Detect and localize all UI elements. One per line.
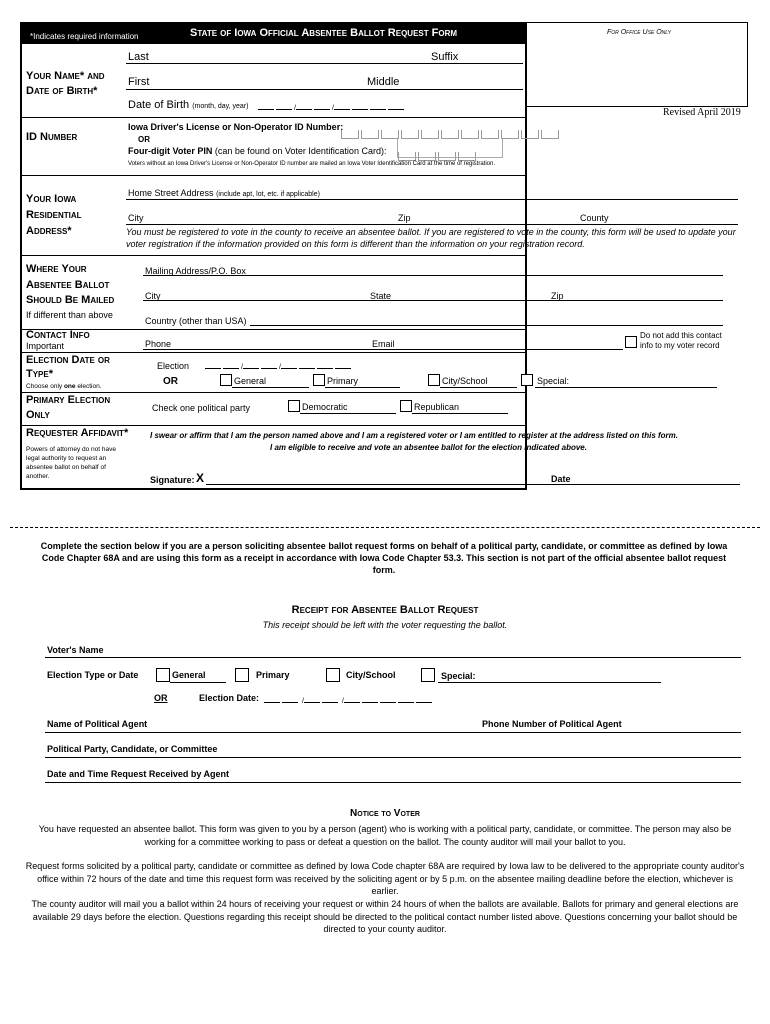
divider xyxy=(22,255,525,256)
dob-label xyxy=(128,99,248,111)
pin-box xyxy=(397,139,503,158)
cut-line xyxy=(10,527,760,528)
party-prompt: Check one political party xyxy=(152,403,251,413)
special-checkbox[interactable] xyxy=(521,374,533,386)
contact-label: Contact Info xyxy=(26,329,90,341)
notice-paragraph-1: You have requested an absentee ballot. This form was given to you by a person (agent) who is working with a political party, candidate, or committee. The person may also be working for a committee working to pass or defeat a question on the ballot. The county auditor will mail your ballot to you. xyxy=(38,824,732,847)
id-or: OR xyxy=(138,135,150,144)
first-label: First xyxy=(128,76,150,88)
phone-label: Phone xyxy=(145,339,172,349)
election-date-label: Election xyxy=(157,361,190,371)
divider xyxy=(22,329,525,330)
democratic-underline xyxy=(300,413,396,414)
city-school-checkbox[interactable] xyxy=(428,374,440,386)
name-section-label: Your Name* and Date of Birth* xyxy=(26,70,105,97)
city-school-label: City/School xyxy=(442,376,488,386)
form-title: State of Iowa Official Absentee Ballot Request Form xyxy=(190,27,458,39)
divider xyxy=(22,117,525,118)
general-checkbox[interactable] xyxy=(220,374,232,386)
affidavit-text-1: I swear or affirm that I am the person named above and I am a registered voter or I am entitled to register at the address listed on this form. xyxy=(150,431,678,440)
democratic-checkbox[interactable] xyxy=(288,400,300,412)
id-section-label: ID Number xyxy=(26,131,78,143)
election-label: Election Date or Type* xyxy=(26,354,110,380)
email-label: Email xyxy=(372,339,395,349)
receipt-city-school-label: City/School xyxy=(346,670,396,680)
notice-paragraph-2: Request forms solicited by a political party, candidate or committee as defined by Iowa Code chapter 68A are required by Iowa law to be delivered to the appropriate county auditor's office within 72 hours of the date and time this request form was received by the soliciting agent or by 5 p.m. on the absentee mailing deadline before the election, whichever is earlier. xyxy=(25,861,745,896)
election-sub xyxy=(26,383,102,390)
election-type-label: Election Type or Date xyxy=(47,670,139,680)
primary-label: Primary xyxy=(327,376,358,386)
receipt-intro: Complete the section below if you are a person soliciting absentee ballot request forms on behalf of a political party, candidate, or committee as defined by Iowa Code Chapter 68A and are using this form as a receipt in accordance with Iowa Code Chapter 53.3. This section is not part of the official absentee ballot request form. xyxy=(40,541,728,575)
license-label: Iowa Driver's License or Non-Operator ID Number: xyxy=(128,122,344,132)
general-label: General xyxy=(234,376,267,386)
received-label: Date and Time Request Received by Agent xyxy=(47,769,230,779)
first-name-input[interactable] xyxy=(126,89,523,90)
mail-city-label: City xyxy=(145,291,161,301)
primary-only-label: Primary Election Only xyxy=(26,394,111,421)
res-city-label: City xyxy=(128,213,144,223)
id-note: Voters without an Iowa Driver's License or Non-Operator ID number are mailed an Iowa Voter Identification Card at the time of registration. xyxy=(128,161,495,167)
republican-checkbox[interactable] xyxy=(400,400,412,412)
voter-name-input[interactable] xyxy=(45,657,741,658)
dob-label-text: Date of Birth xyxy=(128,99,190,111)
republican-label: Republican xyxy=(414,402,460,412)
general-underline xyxy=(232,387,309,388)
do-not-add-contact-checkbox[interactable] xyxy=(625,336,637,348)
affidavit-label: Requester Affidavit* xyxy=(26,427,129,439)
residential-label: Your Iowa Residential Address* xyxy=(26,193,82,237)
revised-date: Revised April 2019 xyxy=(663,107,741,118)
receipt-special-label: Special: xyxy=(441,671,476,681)
agent-phone-label: Phone Number of Political Agent xyxy=(482,719,622,729)
last-label: Last xyxy=(128,51,149,63)
receipt-special-checkbox[interactable] xyxy=(421,668,435,682)
mailing-label: Where Your Absentee Ballot Should Be Mailed xyxy=(26,263,115,306)
mail-zip-label: Zip xyxy=(551,291,564,301)
election-sub-pre: Choose only xyxy=(26,383,63,390)
divider xyxy=(22,425,525,426)
divider xyxy=(22,175,525,176)
election-sub-bold: one xyxy=(63,383,76,390)
street-hint: (include apt, lot, etc. if applicable) xyxy=(216,191,320,198)
receipt-title: Receipt for Absentee Ballot Request xyxy=(291,604,479,616)
dob-input[interactable]: / / xyxy=(258,104,406,112)
receipt-general-label: General xyxy=(172,670,206,680)
pin-label-bold: Four-digit Voter PIN xyxy=(128,146,213,156)
middle-label: Middle xyxy=(367,76,400,88)
receipt-special-input[interactable] xyxy=(438,682,661,683)
notice-paragraph-3: The county auditor will mail you a ballot within 24 hours of receiving your request or within 24 hours of when the ballots are available. Ballots for primary and general elections are available 29 days before the election. Questions regarding this receipt should be directed to the political contact number listed above. Questions concerning your ballot should be directed to your county auditor. xyxy=(31,899,739,934)
primary-underline xyxy=(325,387,400,388)
country-input[interactable] xyxy=(250,325,723,326)
democratic-label: Democratic xyxy=(302,402,348,412)
receipt-primary-checkbox[interactable] xyxy=(235,668,249,682)
special-label: Special: xyxy=(537,376,570,386)
city-school-underline xyxy=(440,387,517,388)
affidavit-text-2: I am eligible to receive and vote an absentee ballot for the election indicated above. xyxy=(270,443,587,452)
primary-checkbox[interactable] xyxy=(313,374,325,386)
required-note: *Indicates required information xyxy=(30,32,139,41)
sign-date-label: Date xyxy=(551,474,571,484)
pin-label xyxy=(128,146,386,156)
signature-input[interactable] xyxy=(206,484,740,485)
signature-label: Signature: xyxy=(150,475,195,485)
election-or: OR xyxy=(163,376,178,387)
opt-out-label: Do not add this contact info to my voter record xyxy=(640,331,722,350)
street-label xyxy=(128,188,320,198)
received-input[interactable] xyxy=(45,782,741,783)
voter-name-label: Voter's Name xyxy=(47,645,104,655)
republican-underline xyxy=(412,413,508,414)
affidavit-sub: Powers of attorney do not have legal authority to request an absentee ballot on behalf of another. xyxy=(26,446,116,480)
election-date-input[interactable]: / / xyxy=(205,363,353,371)
mailing-sub: If different than above xyxy=(26,310,113,320)
receipt-primary-label: Primary xyxy=(256,670,290,680)
pin-label-rest: (can be found on Voter Identification Card): xyxy=(214,146,387,156)
receipt-general-underline xyxy=(170,682,226,683)
mailing-address-label: Mailing Address/P.O. Box xyxy=(145,266,246,276)
phone-email-input[interactable] xyxy=(143,349,623,350)
agent-name-label: Name of Political Agent xyxy=(47,719,148,729)
mail-city-state-zip-input[interactable] xyxy=(143,300,723,301)
street-label-text: Home Street Address xyxy=(128,188,214,198)
signature-x: X xyxy=(196,471,205,485)
receipt-subtitle: This receipt should be left with the voter requesting the ballot. xyxy=(262,620,508,630)
residential-note: You must be registered to vote in the county to receive an absentee ballot. If you are registered to vote in the county, this form will be used to update your voter registration if the information provided on this form is different than the information on your registration record. xyxy=(126,227,736,249)
receipt-or: OR xyxy=(154,693,168,703)
res-county-label: County xyxy=(580,213,609,223)
country-label: Country (other than USA) xyxy=(145,316,247,326)
street-input[interactable] xyxy=(126,199,738,200)
receipt-election-date-input[interactable]: / / xyxy=(264,697,434,705)
receipt-city-school-checkbox[interactable] xyxy=(326,668,340,682)
last-name-input[interactable] xyxy=(126,63,523,64)
mailing-address-input[interactable] xyxy=(143,275,723,276)
party-input[interactable] xyxy=(45,757,741,758)
notice-title: Notice to Voter xyxy=(350,808,420,819)
res-zip-label: Zip xyxy=(398,213,411,223)
agent-name-phone-input[interactable] xyxy=(45,732,741,733)
party-label: Political Party, Candidate, or Committee xyxy=(47,744,218,754)
special-input[interactable] xyxy=(535,387,717,388)
office-use-label: For Office Use Only xyxy=(607,29,671,36)
res-city-zip-county-input[interactable] xyxy=(126,224,738,225)
receipt-general-checkbox[interactable] xyxy=(156,668,170,682)
election-sub-post: election. xyxy=(77,383,102,390)
mail-state-label: State xyxy=(370,291,392,301)
dob-hint: (month, day, year) xyxy=(192,103,249,110)
receipt-election-date-label: Election Date: xyxy=(199,693,260,703)
contact-sub: Important xyxy=(26,341,65,351)
suffix-label: Suffix xyxy=(431,51,459,63)
